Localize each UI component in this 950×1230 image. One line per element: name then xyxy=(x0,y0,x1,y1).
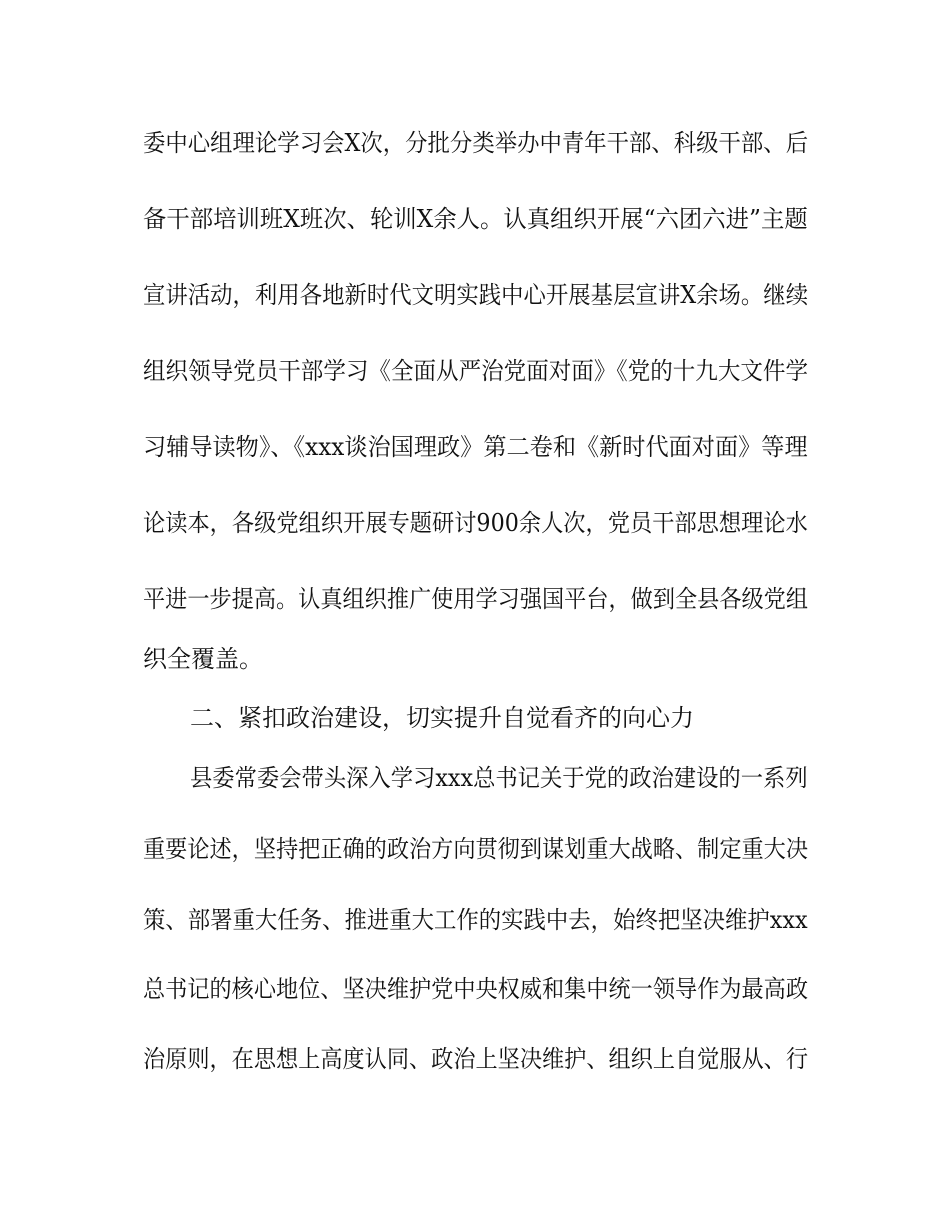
text-line: 县委常委会带头深入学习xxx总书记关于党的政治建设的一系列 xyxy=(190,764,808,792)
text-line: 宣讲活动，利用各地新时代文明实践中心开展基层宣讲X余场。继续 xyxy=(143,281,809,309)
text-line: 论读本，各级党组织开展专题研讨900余人次，党员干部思想理论水 xyxy=(143,509,808,537)
text-line: 重要论述，坚持把正确的政治方向贯彻到谋划重大战略、制定重大决 xyxy=(143,835,808,863)
text-line: 策、部署重大任务、推进重大工作的实践中去，始终把坚决维护xxx xyxy=(143,906,808,934)
text-line: 总书记的核心地位、坚决维护党中央权威和集中统一领导作为最高政 xyxy=(143,975,808,1003)
text-line: 组织领导党员干部学习《全面从严治党面对面》《党的十九大文件学 xyxy=(143,357,808,385)
text-line: 织全覆盖。 xyxy=(143,645,263,673)
text-line: 委中心组理论学习会X次，分批分类举办中青年干部、科级干部、后 xyxy=(143,129,809,157)
section-heading: 二、紧扣政治建设，切实提升自觉看齐的向心力 xyxy=(190,704,694,732)
text-line: 习辅导读物》、《xxx谈治国理政》第二卷和《新时代面对面》等理 xyxy=(143,433,808,461)
text-line: 备干部培训班X班次、轮训X余人。认真组织开展“六团六进”主题 xyxy=(143,205,808,233)
text-line: 平进一步提高。认真组织推广使用学习强国平台，做到全县各级党组 xyxy=(143,585,808,613)
text-line: 治原则，在思想上高度认同、政治上坚决维护、组织上自觉服从、行 xyxy=(143,1045,808,1073)
